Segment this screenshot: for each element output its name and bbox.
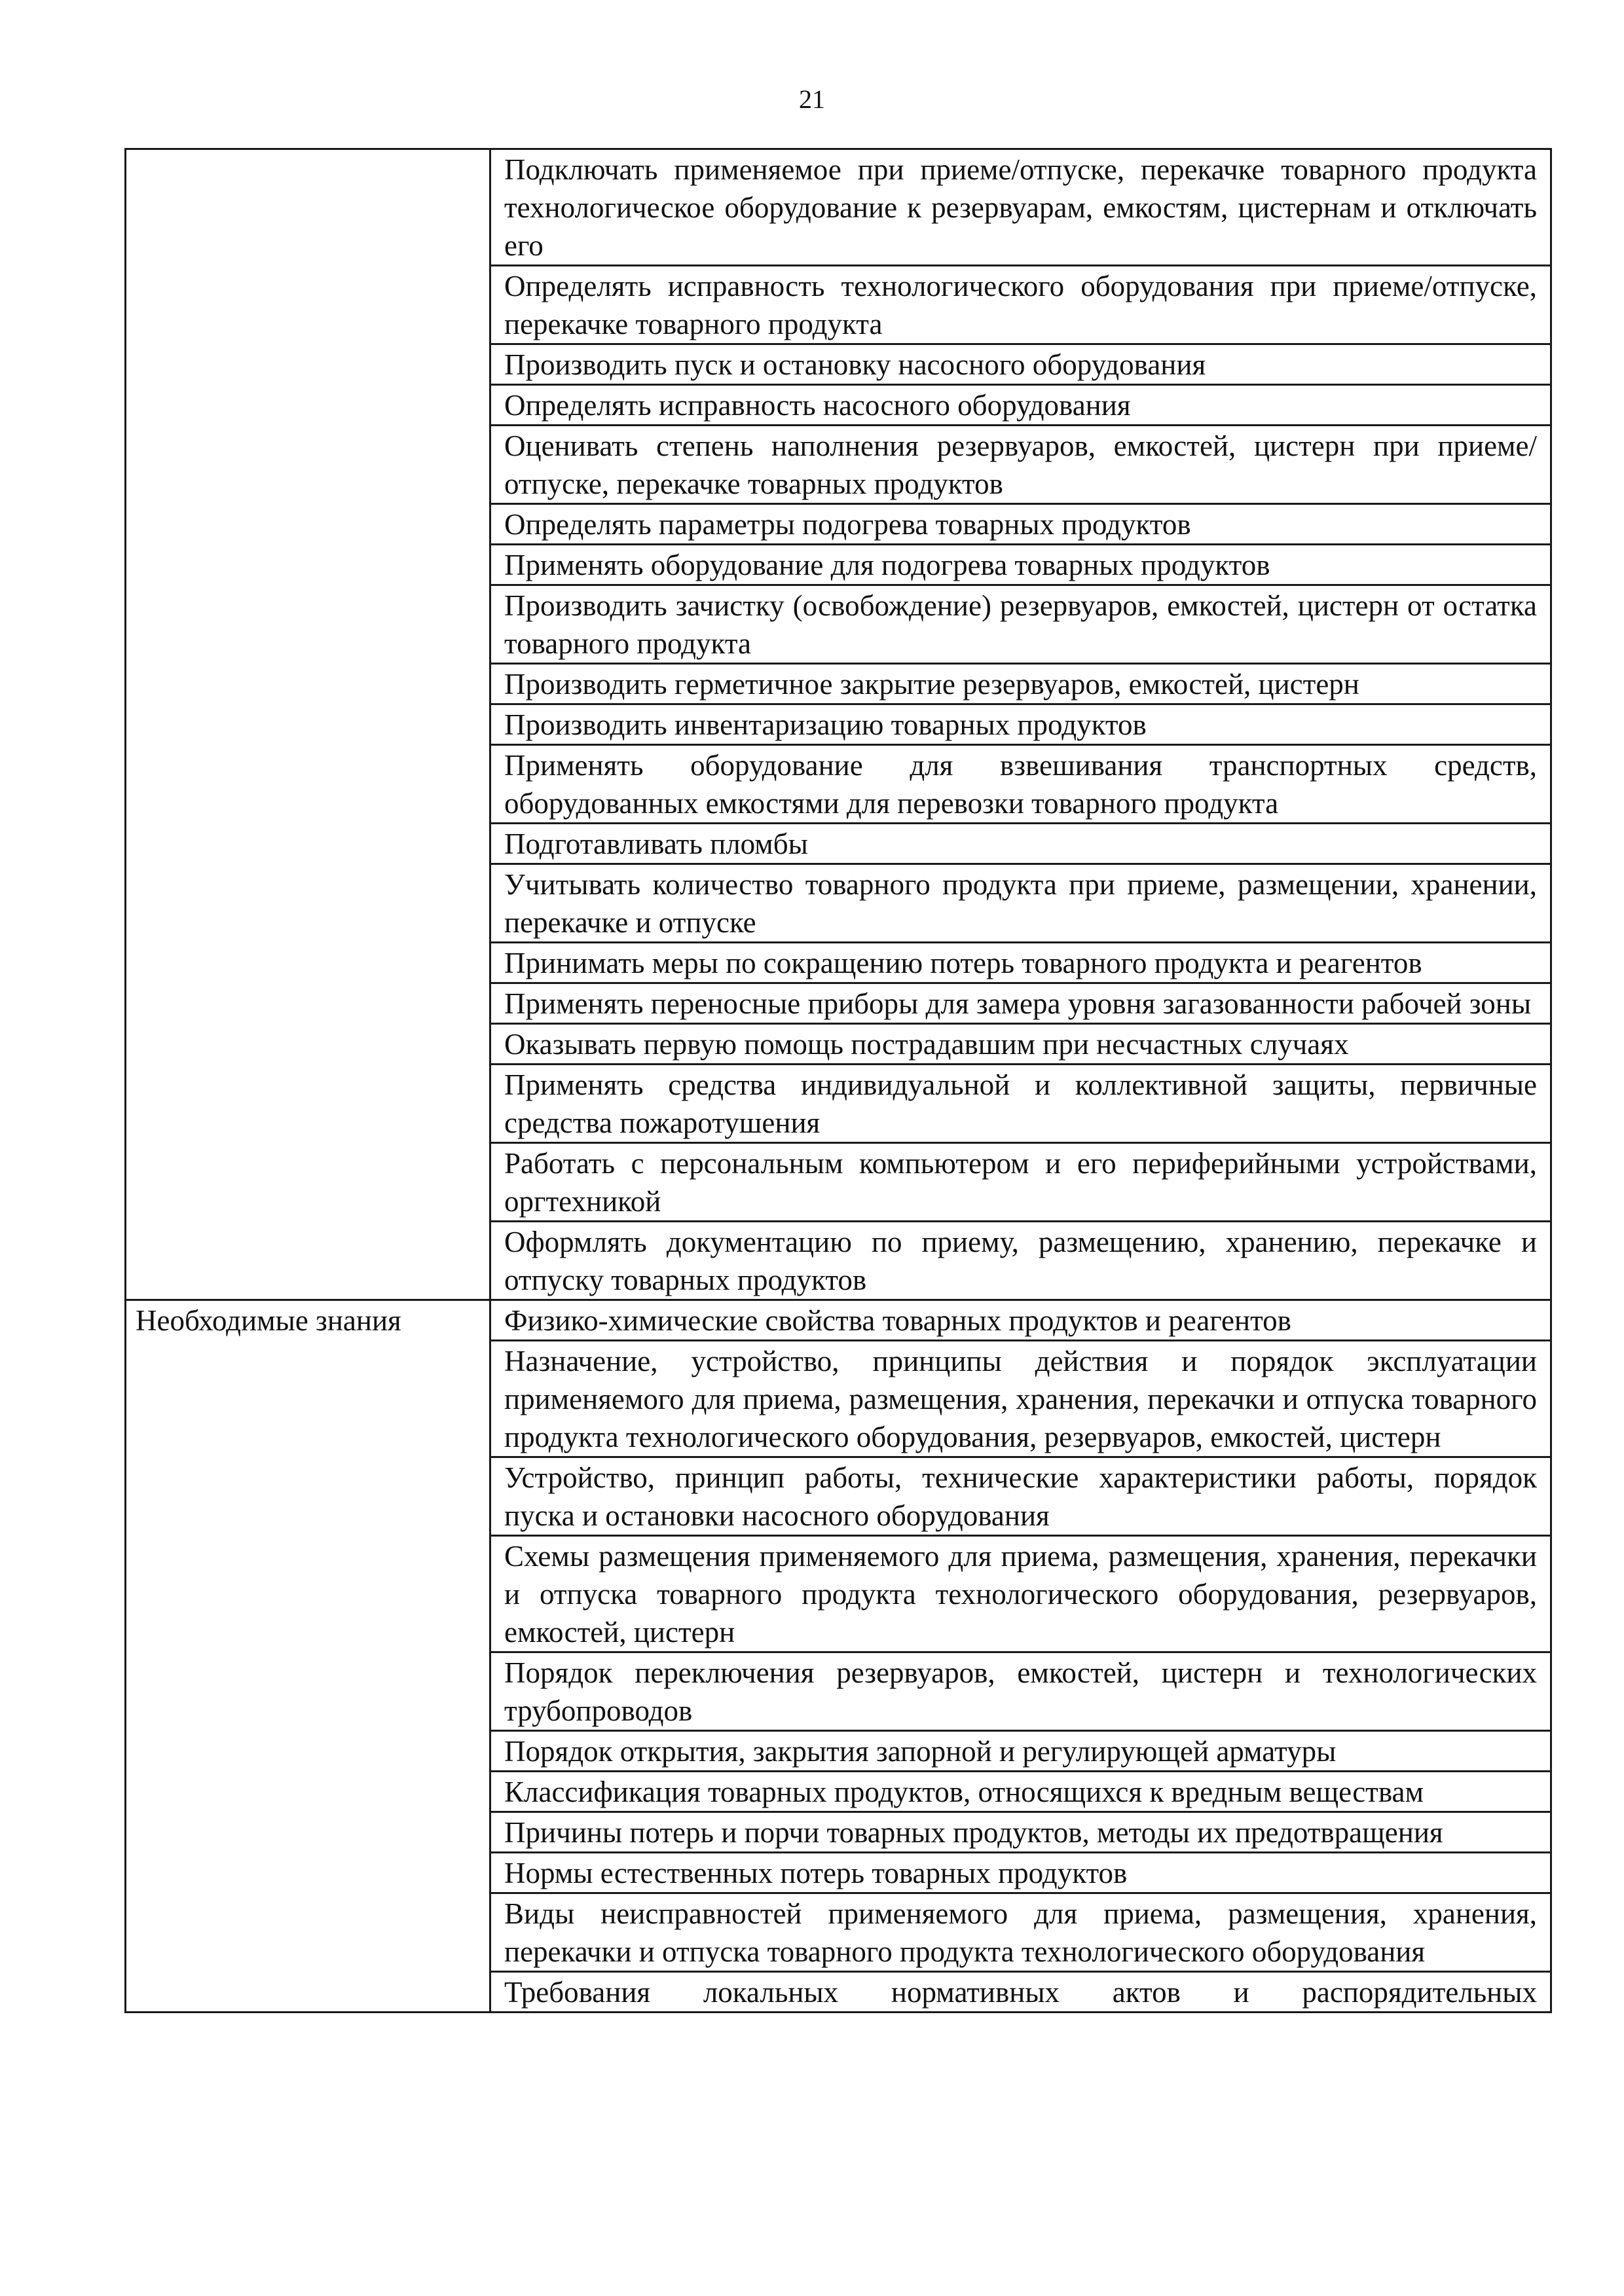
requirement-item: Виды неисправностей применяемого для приема, размещения, хранения, перекачки и отпуска товарного продукта технологического оборудования — [490, 1893, 1551, 1972]
requirement-item: Применять переносные приборы для замера уровня загазованности рабочей зоны — [490, 983, 1551, 1024]
requirement-item: Подключать применяемое при приеме/отпуске, перекачке товарного продукта технологическое оборудование к резервуарам, емкостям, цистернам и отключать его — [490, 149, 1551, 266]
requirement-item: Определять исправность технологического оборудования при приеме/отпуске, перекачке товарного продукта — [490, 266, 1551, 344]
requirement-item: Определять параметры подогрева товарных продуктов — [490, 504, 1551, 545]
requirement-item: Производить герметичное закрытие резервуаров, емкостей, цистерн — [490, 664, 1551, 704]
requirement-item: Подготавливать пломбы — [490, 824, 1551, 864]
requirement-item: Применять средства индивидуальной и коллективной защиты, первичные средства пожаротушения — [490, 1065, 1551, 1143]
requirement-item: Учитывать количество товарного продукта при приеме, размещении, хранении, перекачке и отпуске — [490, 864, 1551, 943]
requirement-item: Принимать меры по сокращению потерь товарного продукта и реагентов — [490, 943, 1551, 983]
requirement-item: Порядок переключения резервуаров, емкостей, цистерн и технологических трубопроводов — [490, 1652, 1551, 1731]
requirements-table — [124, 148, 1552, 2013]
requirement-item: Оказывать первую помощь пострадавшим при несчастных случаях — [490, 1024, 1551, 1065]
requirement-item: Устройство, принцип работы, технические характеристики работы, порядок пуска и остановки насосного оборудования — [490, 1457, 1551, 1536]
requirements-table-body — [126, 149, 1551, 2013]
requirement-item: Применять оборудование для подогрева товарных продуктов — [490, 545, 1551, 585]
table-row — [126, 149, 1551, 266]
group-label-cell-knowledge: Необходимые знания — [126, 1300, 490, 2013]
requirement-item: Назначение, устройство, принципы действия и порядок эксплуатации применяемого для приема, размещения, хранения, перекачки и отпуска товарного продукта технологического оборудования, резервуаров, емкостей, цистерн — [490, 1341, 1551, 1457]
requirement-item: Схемы размещения применяемого для приема, размещения, хранения, перекачки и отпуска товарного продукта технологического оборудования, резервуаров, емкостей, цистерн — [490, 1536, 1551, 1652]
requirement-item: Физико-химические свойства товарных продуктов и реагентов — [490, 1300, 1551, 1341]
table-row — [126, 1300, 1551, 1341]
requirement-item: Производить зачистку (освобождение) резервуаров, емкостей, цистерн от остатка товарного продукта — [490, 585, 1551, 664]
requirement-item: Требования локальных нормативных актов и распорядительных — [490, 1972, 1551, 2013]
group-label-cell-continued — [126, 149, 490, 1300]
requirement-item: Классификация товарных продуктов, относящихся к вредным веществам — [490, 1772, 1551, 1812]
page-number: 21 — [799, 84, 825, 114]
requirement-item: Оформлять документацию по приему, размещению, хранению, перекачке и отпуску товарных продуктов — [490, 1222, 1551, 1300]
requirement-item: Оценивать степень наполнения резервуаров, емкостей, цистерн при приеме/отпуске, перекачке товарных продуктов — [490, 426, 1551, 504]
requirement-item: Производить пуск и остановку насосного оборудования — [490, 344, 1551, 385]
requirement-item: Нормы естественных потерь товарных продуктов — [490, 1853, 1551, 1893]
requirement-item: Производить инвентаризацию товарных продуктов — [490, 704, 1551, 745]
requirement-item: Применять оборудование для взвешивания транспортных средств, оборудованных емкостями для перевозки товарного продукта — [490, 745, 1551, 824]
requirement-item: Работать с персональным компьютером и его периферийными устройствами, оргтехникой — [490, 1143, 1551, 1222]
requirement-item: Причины потерь и порчи товарных продуктов, методы их предотвращения — [490, 1812, 1551, 1853]
requirement-item: Определять исправность насосного оборудования — [490, 385, 1551, 426]
requirement-item: Порядок открытия, закрытия запорной и регулирующей арматуры — [490, 1731, 1551, 1772]
